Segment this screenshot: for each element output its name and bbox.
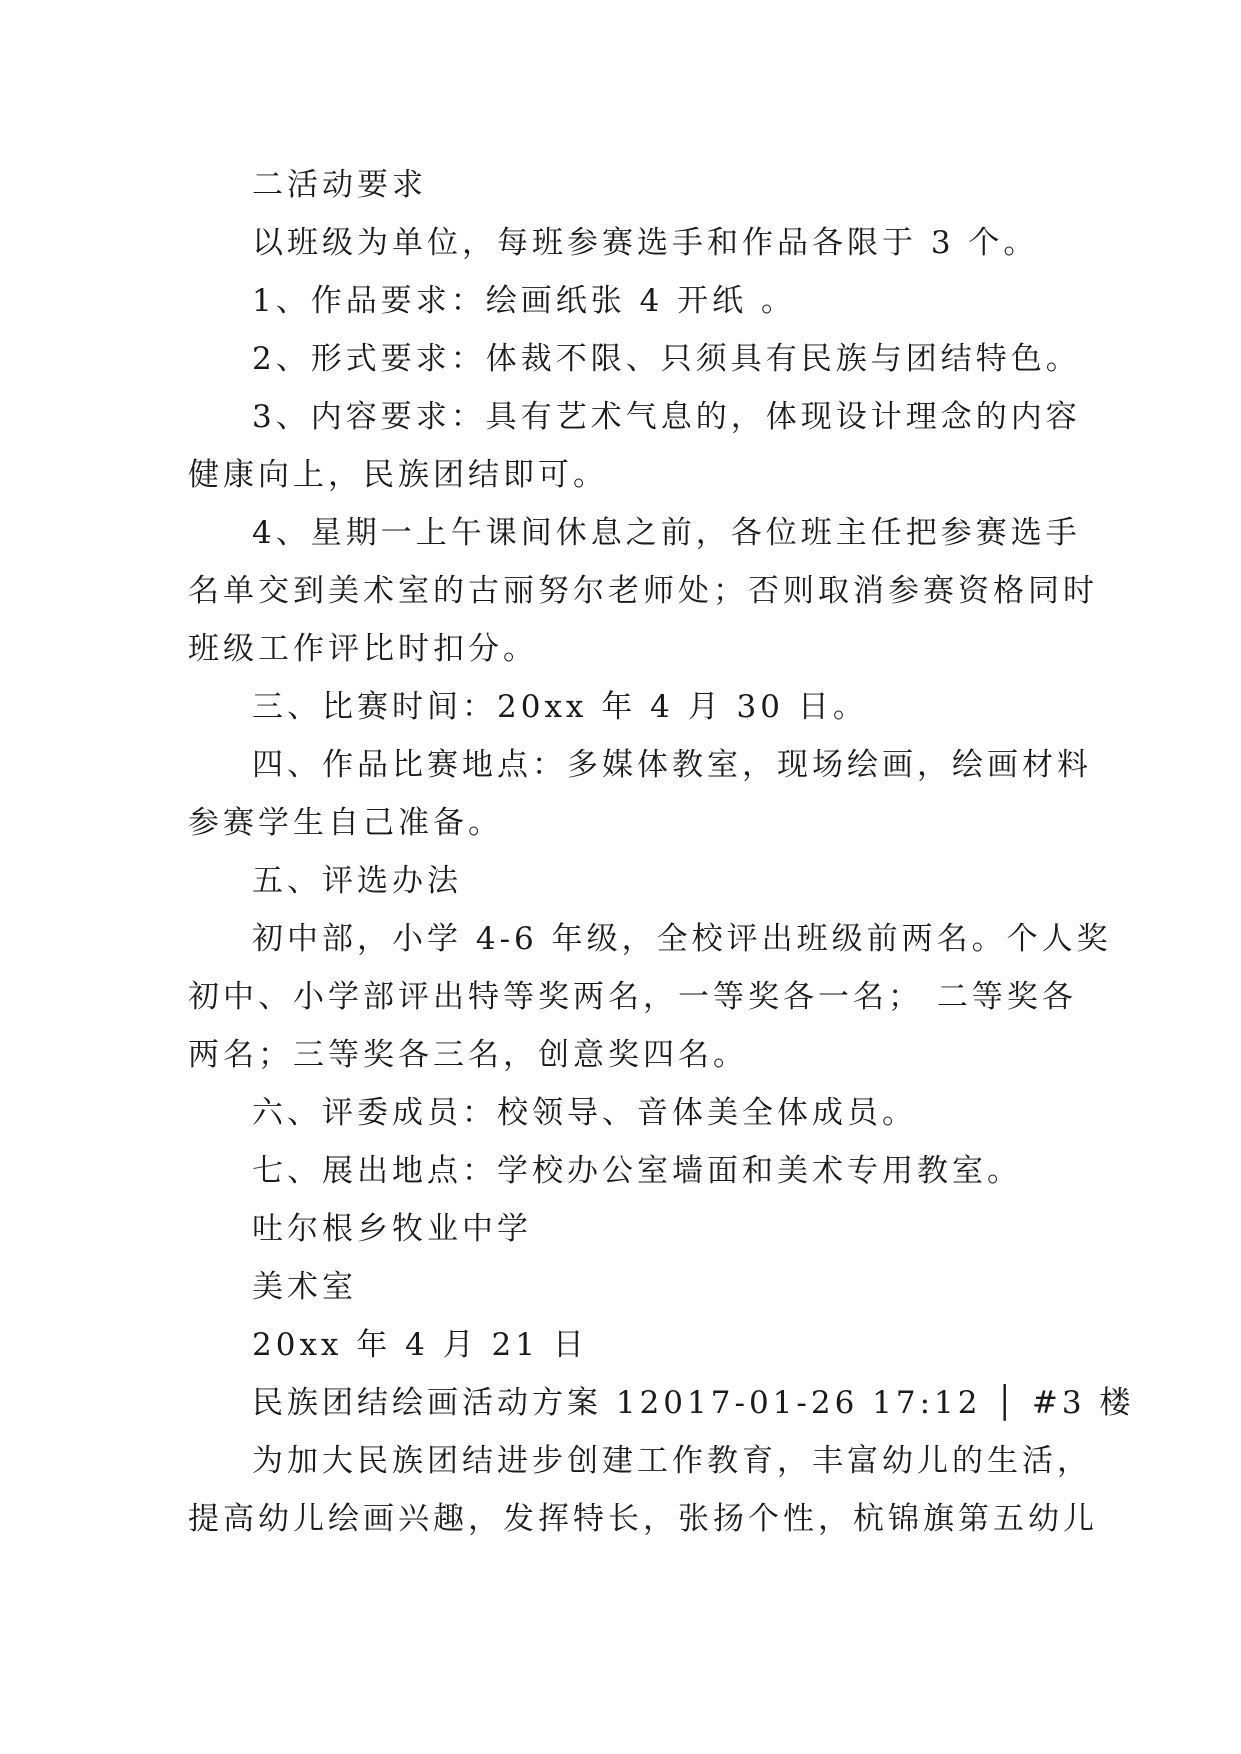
paragraph-line: 三、比赛时间：20xx 年 4 月 30 日。 (252, 689, 868, 725)
paragraph-line: 3、内容要求：具有艺术气息的，体现设计理念的内容 (252, 399, 1081, 435)
paragraph-line: 为加大民族团结进步创建工作教育，丰富幼儿的生活， (252, 1443, 1092, 1479)
paragraph-line: 名单交到美术室的古丽努尔老师处；否则取消参赛资格同时 (188, 573, 1098, 609)
paragraph-line: 两名；三等奖各三名，创意奖四名。 (188, 1037, 748, 1073)
document-body (188, 156, 1135, 1548)
paragraph-line: 二活动要求 (252, 167, 427, 203)
paragraph-line: 初中、小学部评出特等奖两名，一等奖各一名； 二等奖各 (188, 979, 1077, 1015)
paragraph-line: 2、形式要求：体裁不限、只须具有民族与团结特色。 (252, 341, 1081, 377)
paragraph-line: 初中部，小学 4-6 年级，全校评出班级前两名。个人奖 (252, 921, 1112, 957)
paragraph-line: 1、作品要求：绘画纸张 4 开纸 。 (252, 283, 797, 319)
signature-date: 20xx 年 4 月 21 日 (252, 1327, 588, 1363)
paragraph-line: 五、评选办法 (252, 863, 462, 899)
paragraph-line: 以班级为单位，每班参赛选手和作品各限于 3 个。 (252, 225, 1039, 261)
paragraph-line: 参赛学生自己准备。 (188, 805, 503, 841)
paragraph-line: 六、评委成员：校领导、音体美全体成员。 (252, 1095, 917, 1131)
signature-department: 美术室 (252, 1269, 357, 1305)
paragraph-line: 提高幼儿绘画兴趣，发挥特长，张扬个性，杭锦旗第五幼儿 (188, 1501, 1098, 1537)
paragraph-line: 班级工作评比时扣分。 (188, 631, 538, 667)
signature-school: 吐尔根乡牧业中学 (252, 1211, 532, 1247)
paragraph-line: 健康向上，民族团结即可。 (188, 457, 608, 493)
paragraph-line: 七、展出地点：学校办公室墙面和美术专用教室。 (252, 1153, 1022, 1189)
paragraph-line: 4、星期一上午课间休息之前，各位班主任把参赛选手 (252, 515, 1081, 551)
post-header: 民族团结绘画活动方案 12017-01-26 17:12 │ #3 楼 (252, 1385, 1135, 1421)
paragraph-line: 四、作品比赛地点：多媒体教室，现场绘画，绘画材料 (252, 747, 1092, 783)
